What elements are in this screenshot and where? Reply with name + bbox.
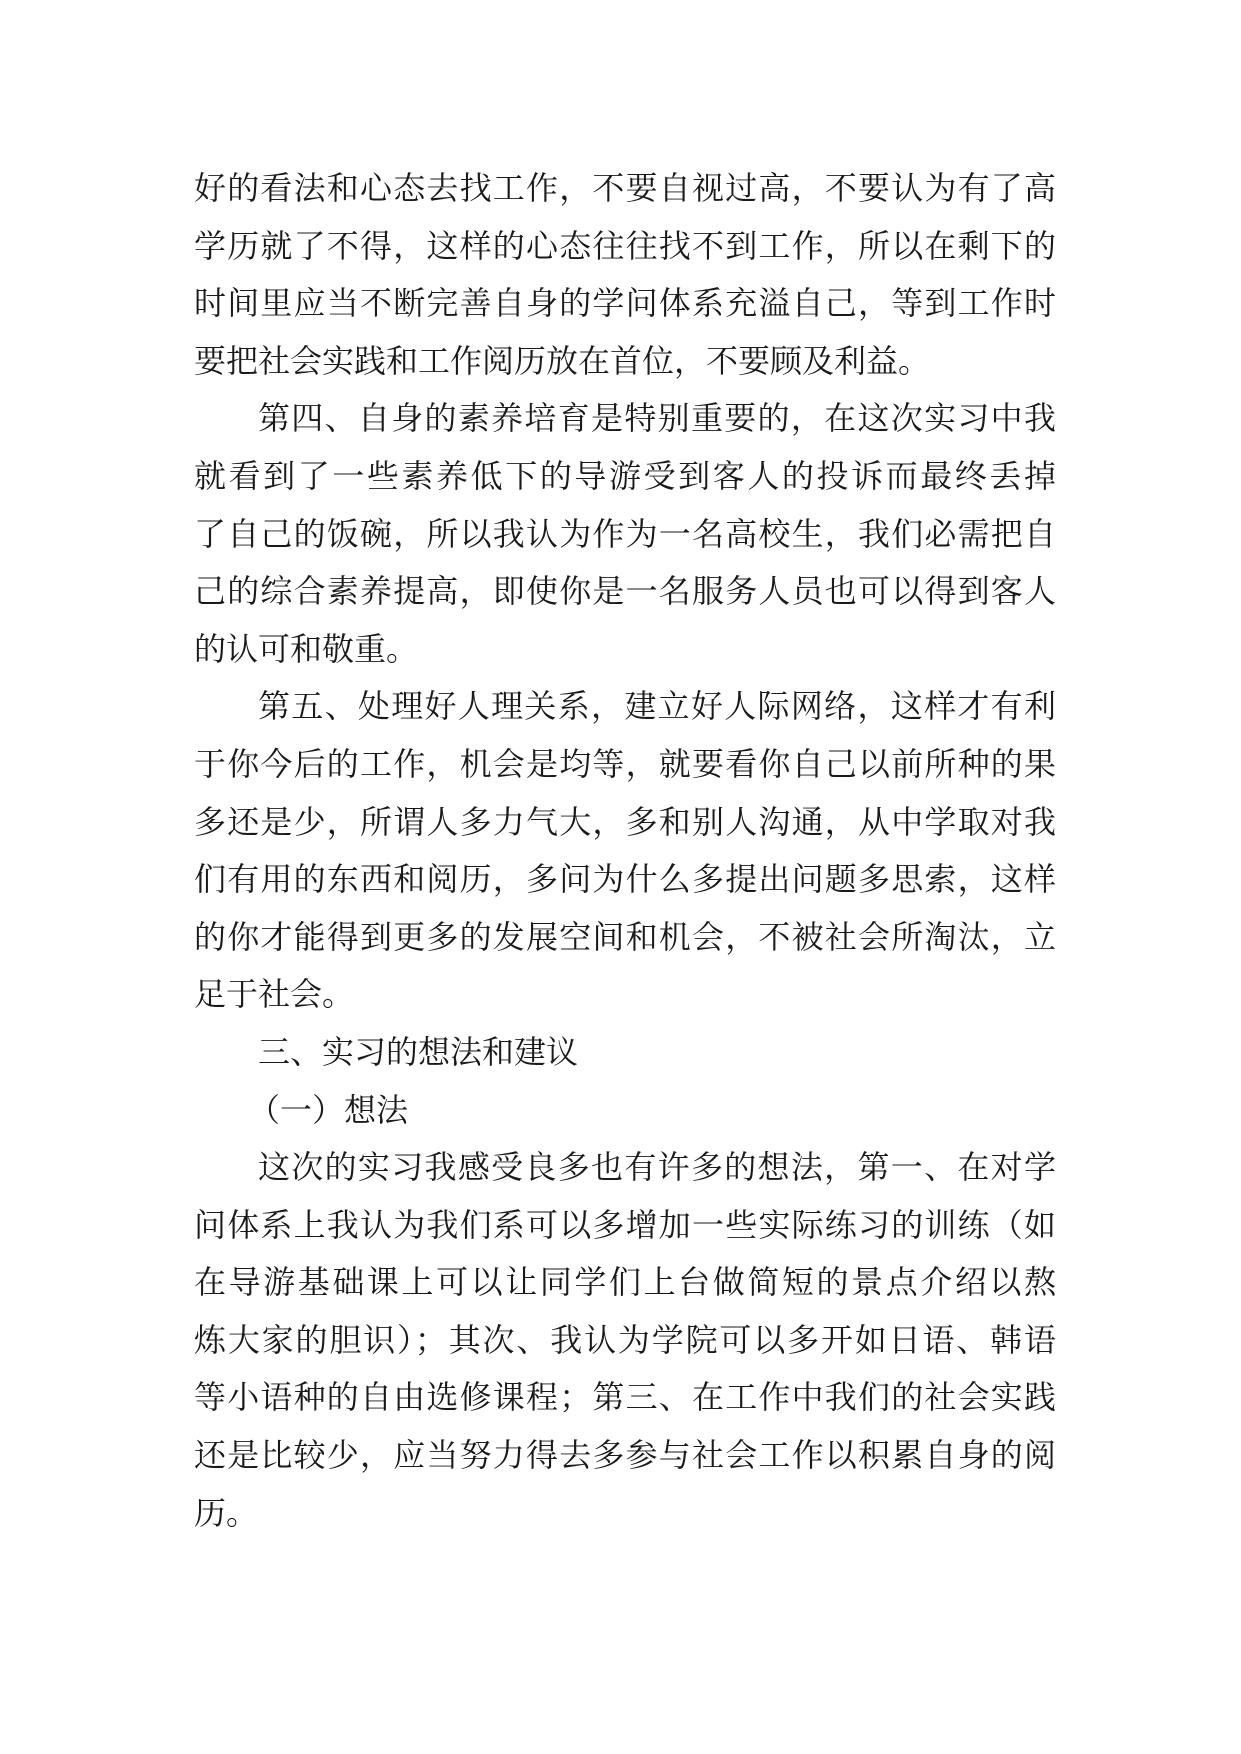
text-line: 第四、自身的素养培育是特别重要的，在这次实习中我: [258, 399, 1056, 438]
text-line: 的你才能得到更多的发展空间和机会，不被社会所淘汰，立: [194, 917, 1056, 956]
text-line: 这次的实习我感受良多也有许多的想法，第一、在对学: [258, 1148, 1056, 1187]
text-line: 还是比较少，应当努力得去多参与社会工作以积累自身的阅: [194, 1436, 1056, 1475]
text-line: 学历就了不得，这样的心态往往找不到工作，所以在剩下的: [194, 226, 1056, 265]
text-line: 己的综合素养提高，即使你是一名服务人员也可以得到客人: [194, 572, 1056, 611]
text-line: 历。: [194, 1493, 259, 1532]
paragraph-fifth-point: [194, 678, 1056, 1024]
subsection-title: （一）想法: [248, 1090, 409, 1129]
text-line: 问体系上我认为我们系可以多增加一些实际练习的训练（如: [194, 1205, 1056, 1244]
text-line: 的认可和敬重。: [194, 629, 419, 668]
text-line: 们有用的东西和阅历，多问为什么多提出问题多思索，这样: [194, 860, 1056, 899]
section-title: 三、实习的想法和建议: [258, 1032, 579, 1071]
section-heading: [194, 1024, 1056, 1082]
paragraph-fourth-point: [194, 390, 1056, 678]
document-page: [194, 160, 1056, 1542]
text-line: 好的看法和心态去找工作，不要自视过高，不要认为有了高: [194, 169, 1056, 207]
text-line: 就看到了一些素养低下的导游受到客人的投诉而最终丢掉: [194, 456, 1056, 495]
text-line: 时间里应当不断完善自身的学问体系充溢自己，等到工作时: [194, 284, 1056, 323]
subsection-heading: [194, 1082, 1056, 1140]
text-line: 在导游基础课上可以让同学们上台做简短的景点介绍以熬: [194, 1263, 1056, 1302]
text-line: 足于社会。: [194, 975, 355, 1014]
text-line: 于你今后的工作，机会是均等，就要看你自己以前所种的果: [194, 744, 1056, 783]
text-line: 第五、处理好人理关系，建立好人际网络，这样才有利: [258, 687, 1056, 726]
text-line: 多还是少，所谓人多力气大，多和别人沟通，从中学取对我: [194, 802, 1056, 841]
text-line: 炼大家的胆识）；其次、我认为学院可以多开如日语、韩语: [194, 1320, 1056, 1359]
paragraph-continuation: [194, 160, 1056, 390]
paragraph-thoughts: [194, 1139, 1056, 1542]
text-line: 等小语种的自由选修课程；第三、在工作中我们的社会实践: [194, 1378, 1056, 1417]
text-line: 了自己的饭碗，所以我认为作为一名高校生，我们必需把自: [194, 514, 1056, 553]
text-line: 要把社会实践和工作阅历放在首位，不要顾及利益。: [194, 341, 931, 380]
